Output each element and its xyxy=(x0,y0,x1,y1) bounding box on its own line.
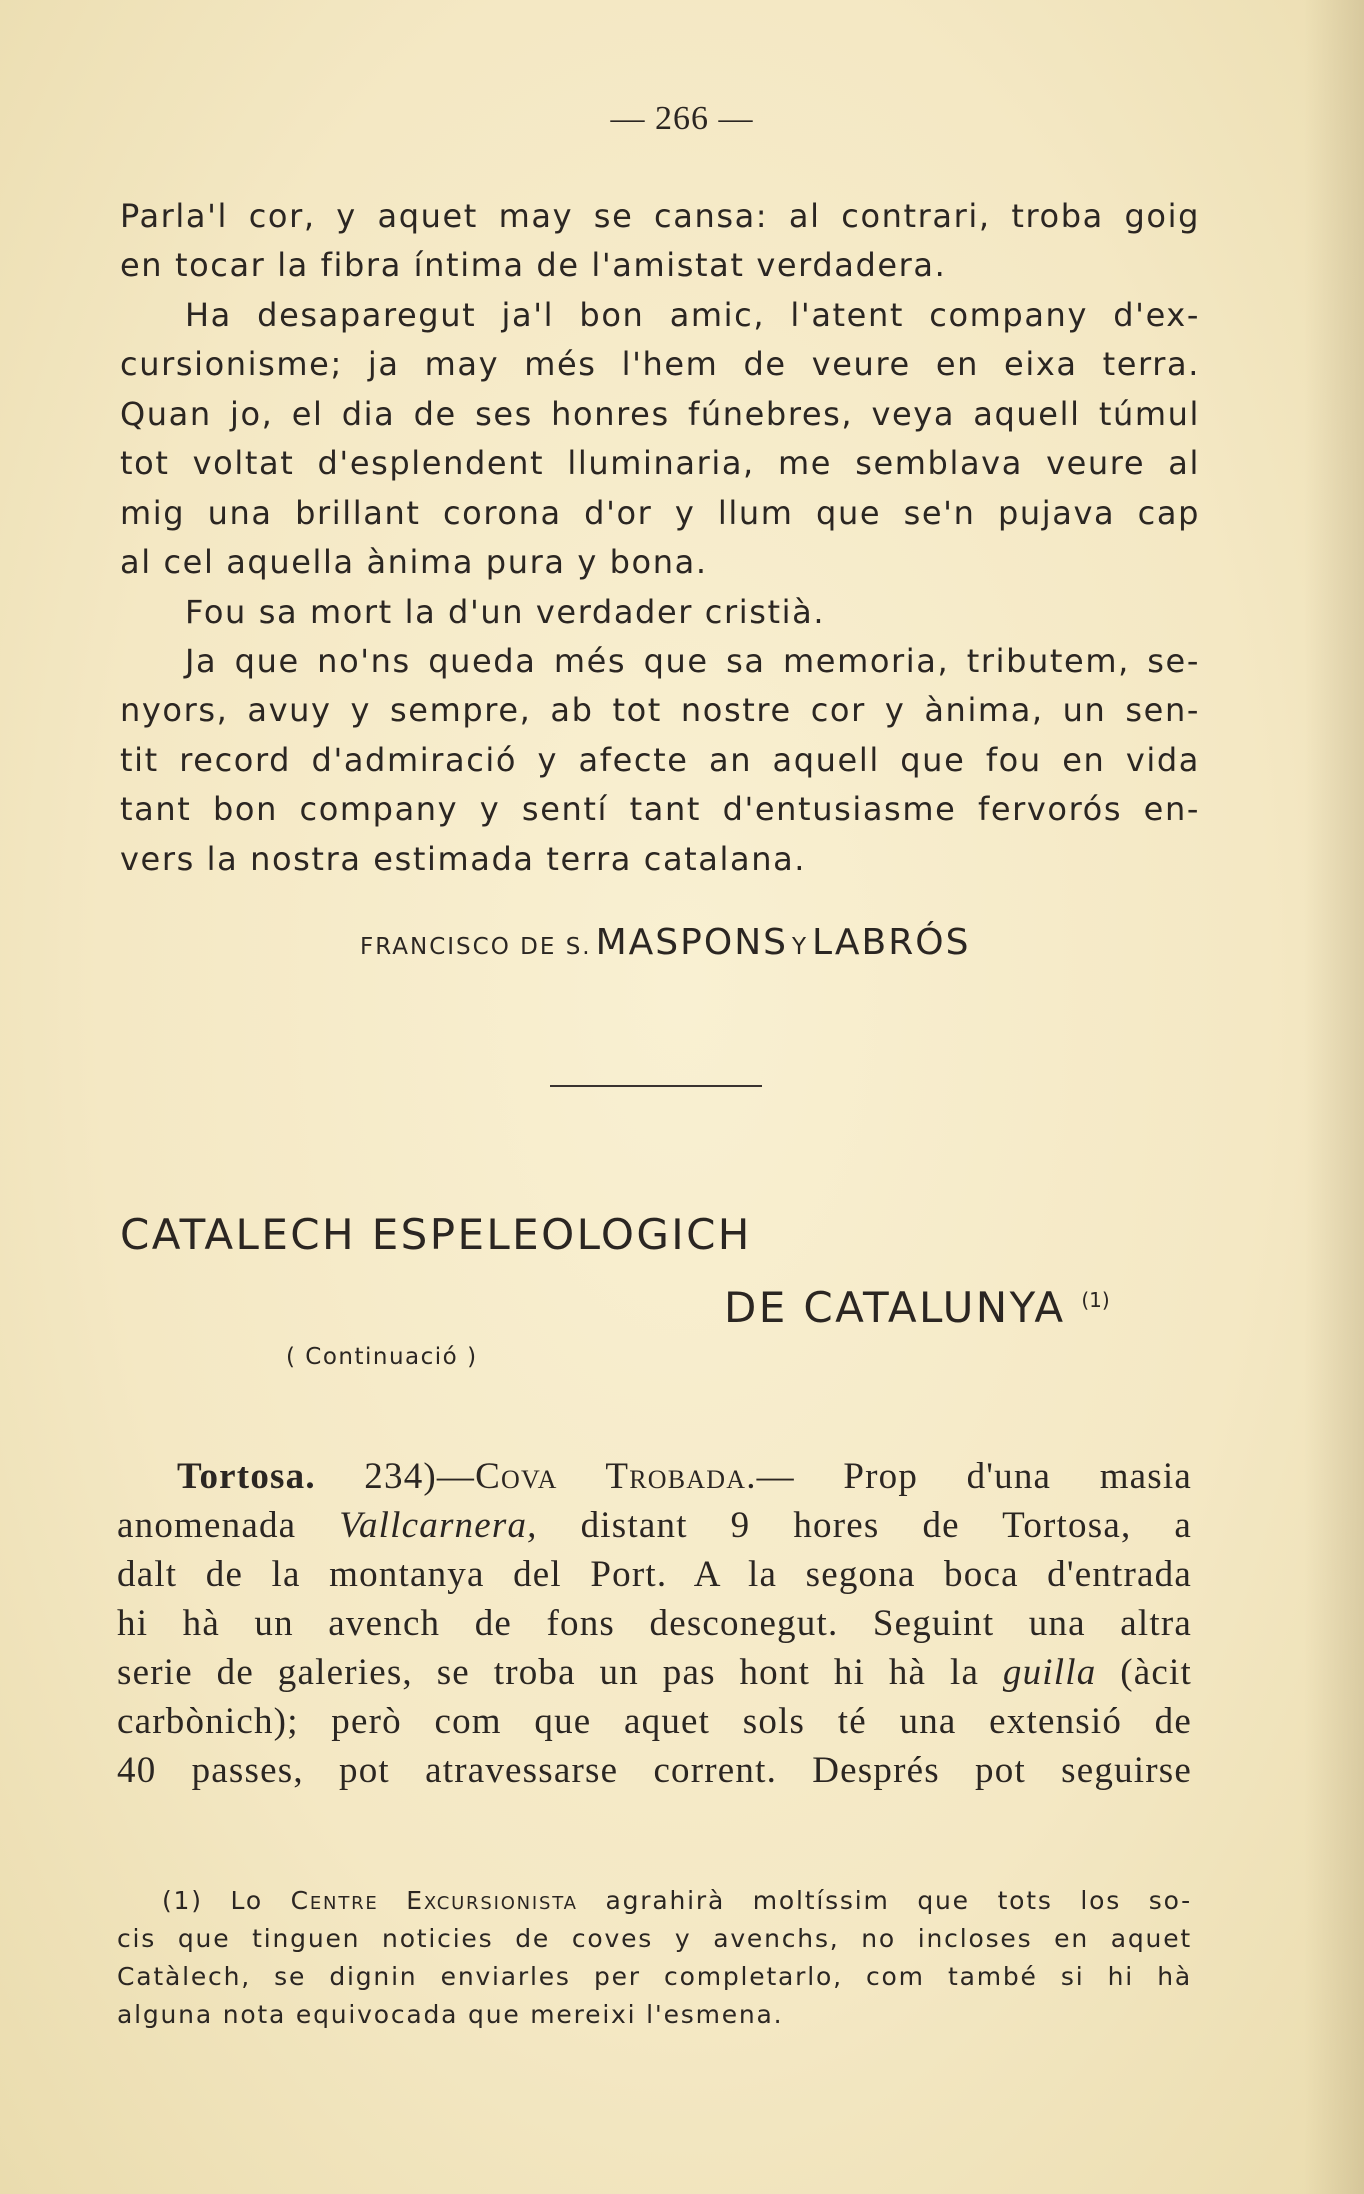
continuation-label: ( Continuació ) xyxy=(286,1344,478,1370)
section-title-text: DE CATALUNYA xyxy=(724,1283,1066,1332)
text-line xyxy=(117,1452,1192,1501)
text-line xyxy=(117,1648,1192,1697)
text-line xyxy=(117,1501,1192,1550)
signature-surname-1: MASPONS xyxy=(595,922,788,963)
entry-dash: — xyxy=(436,1456,476,1497)
organization-name: Centre Excursionista xyxy=(290,1886,578,1915)
text-line xyxy=(117,1882,1192,1920)
catalog-entry xyxy=(117,1452,1192,1795)
paragraph-2 xyxy=(120,291,1200,587)
text-line: Parla'l cor, y aquet may se cansa: al contrari, troba goig xyxy=(120,197,1200,235)
entry-text: serie de galeries, se troba un pas hont hi hà la xyxy=(117,1652,1003,1693)
signature-surname-2: LABRÓS xyxy=(812,922,971,963)
entry-text: distant 9 hores de Tortosa, a xyxy=(537,1505,1192,1546)
text-line: tant bon company y sentí tant d'entusiasme fervorós en- xyxy=(120,790,1200,829)
entry-place: Tortosa. xyxy=(177,1456,316,1497)
text-line: Fou sa mort la d'un verdader cristià. xyxy=(185,593,826,631)
author-signature xyxy=(360,922,970,963)
entry-number: 234) xyxy=(364,1456,437,1497)
text-line: Ja que no'ns queda més que sa memoria, tributem, se- xyxy=(185,642,1200,680)
text-line: dalt de la montanya del Port. A la segona boca d'entrada xyxy=(117,1554,1192,1595)
text-line: hi hà un avench de fons desconegut. Seguint una altra xyxy=(117,1603,1192,1644)
entry-text: anomenada xyxy=(117,1505,340,1546)
text-line: al cel aquella ànima pura y bona. xyxy=(120,543,708,582)
term: guilla xyxy=(1002,1652,1097,1693)
text-line: nyors, avuy y sempre, ab tot nostre cor y ànima, un sen- xyxy=(120,691,1200,730)
text-line: cis que tinguen noticies de coves y avenchs, no incloses en aquet xyxy=(117,1924,1192,1953)
text-line: Ha desaparegut ja'l bon amic, l'atent company d'ex- xyxy=(185,296,1200,334)
footnote-text: agrahirà moltíssim que tots los so- xyxy=(577,1886,1192,1915)
text-line: mig una brillant corona d'or y llum que se'n pujava cap xyxy=(120,493,1200,532)
footnote xyxy=(117,1882,1192,2034)
paragraph-1 xyxy=(120,192,1200,291)
section-title-line-1: CATALECH ESPELEOLOGICH xyxy=(120,1210,752,1259)
entry-text: (àcit xyxy=(1096,1652,1192,1693)
section-divider xyxy=(550,1085,762,1087)
signature-first: FRANCISCO DE S. xyxy=(360,934,592,960)
text-line: tit record d'admiració y afecte an aquell que fou en vida xyxy=(120,740,1200,779)
text-line: tot voltat d'esplendent lluminaria, me semblava veure al xyxy=(120,444,1200,483)
entry-text: — Prop d'una masia xyxy=(756,1456,1192,1497)
section-title-line-2 xyxy=(724,1283,1110,1332)
page-number: — 266 — xyxy=(610,100,754,137)
footnote-reference: (1) xyxy=(1081,1288,1110,1312)
footnote-marker: (1) xyxy=(162,1886,203,1915)
footnote-text: Lo xyxy=(202,1886,291,1915)
text-line: Catàlech, se dignin enviarles per completarlo, com també si hi hà xyxy=(117,1962,1192,1991)
signature-conj: Y xyxy=(791,934,809,960)
text-line: Quan jo, el dia de ses honres fúnebres, veya aquell túmul xyxy=(120,394,1200,433)
text-line: carbònich); però com que aquet sols té una extensió de xyxy=(117,1701,1192,1742)
paragraph-3 xyxy=(120,588,1200,637)
entry-name: Cova Trobada. xyxy=(475,1456,757,1497)
text-line: 40 passes, pot atravessarse corrent. Després pot seguirse xyxy=(117,1750,1192,1791)
text-line: vers la nostra estimada terra catalana. xyxy=(120,839,807,878)
paragraph-4 xyxy=(120,637,1200,884)
page-edge-shadow xyxy=(1304,0,1364,2194)
place-name: Vallcarnera, xyxy=(339,1505,538,1546)
text-line: en tocar la fibra íntima de l'amistat verdadera. xyxy=(120,246,947,285)
text-line: alguna nota equivocada que mereixi l'esmena. xyxy=(117,2000,784,2029)
text-line: cursionisme; ja may més l'hem de veure en eixa terra. xyxy=(120,345,1200,384)
